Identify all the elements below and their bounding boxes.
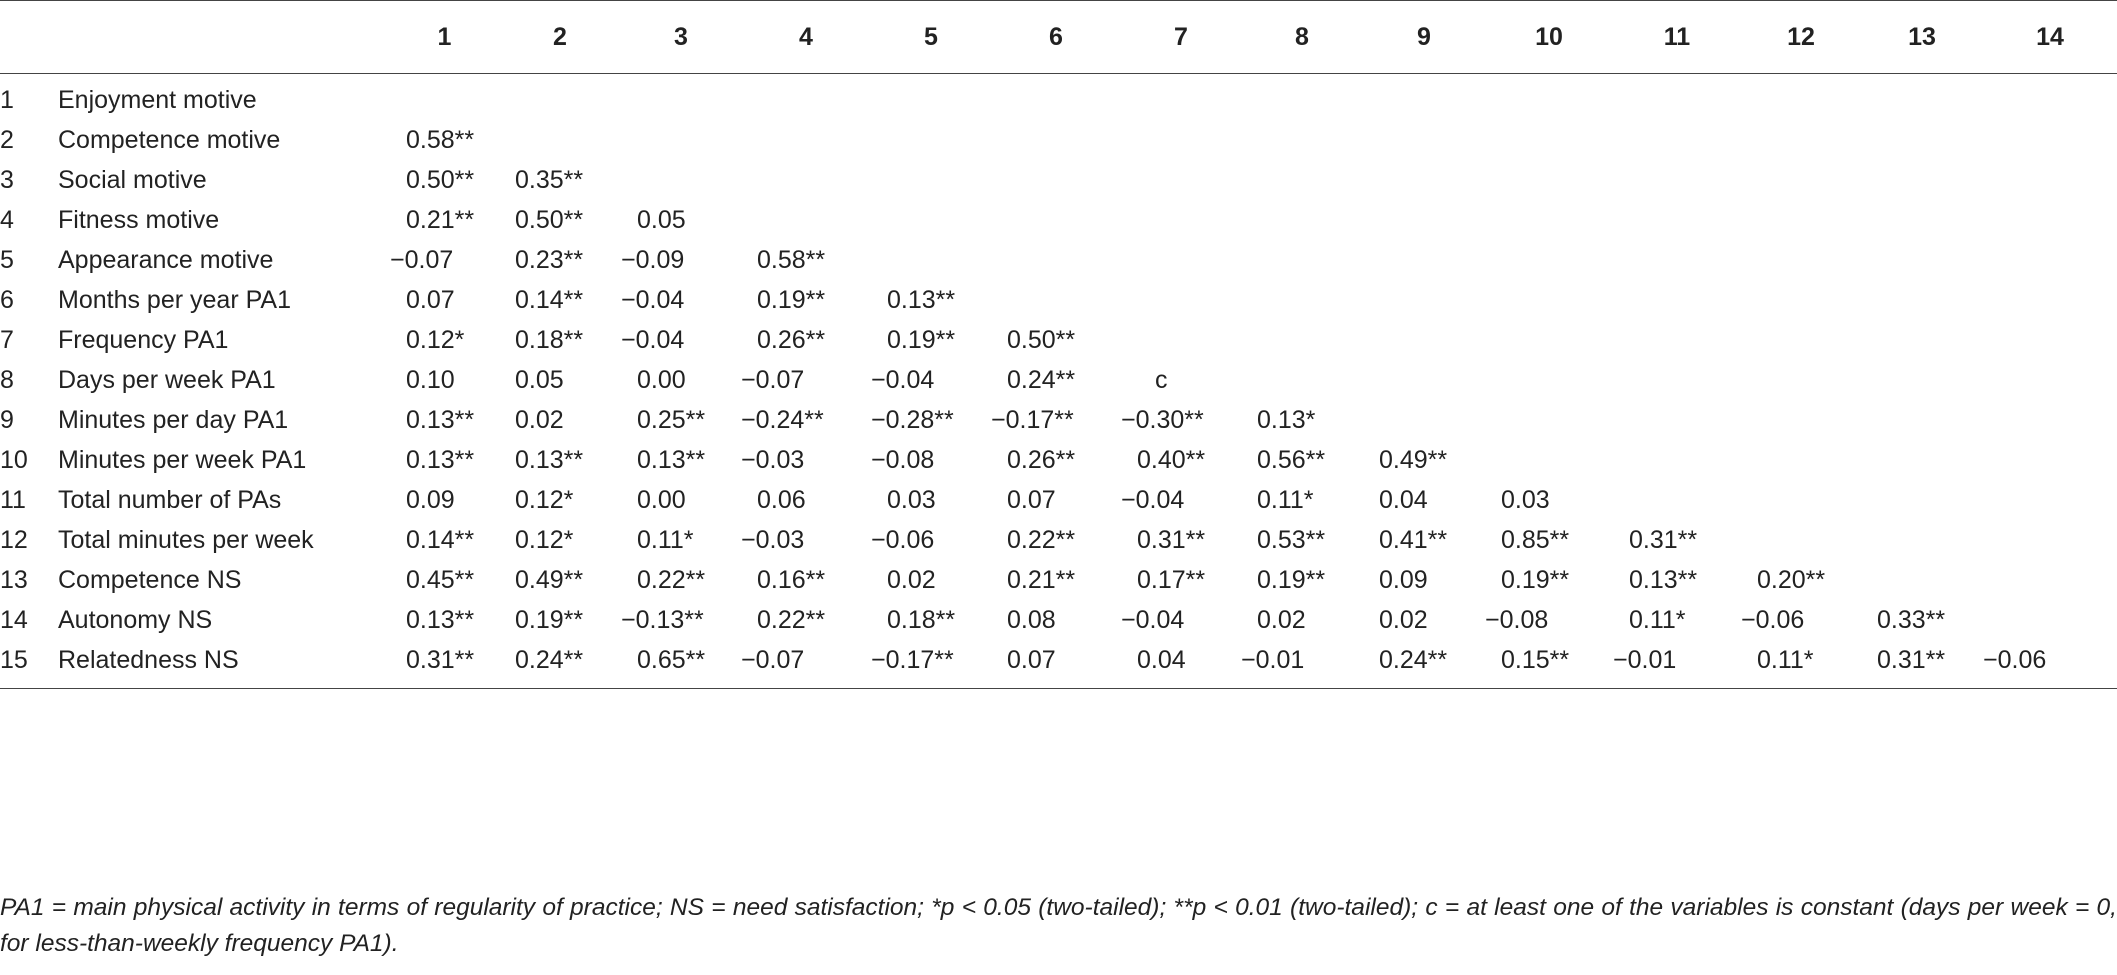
correlation-cell	[741, 200, 871, 240]
column-header: 6	[991, 1, 1121, 74]
column-header: 13	[1861, 1, 1983, 74]
column-header: 5	[871, 1, 991, 74]
correlation-cell	[1861, 74, 1983, 121]
correlation-cell: 0.13**	[887, 286, 956, 314]
correlation-cell: 0.50**	[515, 206, 584, 234]
row-number: 5	[0, 246, 14, 274]
correlation-cell	[991, 120, 1121, 160]
correlation-cell	[871, 200, 991, 240]
correlation-cell	[1983, 400, 2117, 440]
correlation-cell: −0.01	[1613, 640, 1741, 689]
correlation-cell: −0.04	[621, 286, 685, 314]
correlation-cell: 0.45**	[406, 566, 475, 594]
correlation-cell	[1241, 74, 1363, 121]
correlation-cell: 0.56**	[1257, 446, 1326, 474]
correlation-cell: 0.21**	[406, 206, 475, 234]
row-number: 1	[0, 86, 14, 114]
correlation-cell	[1983, 120, 2117, 160]
correlation-cell	[1613, 74, 1741, 121]
correlation-cell	[1485, 360, 1613, 400]
row-label: Enjoyment motive	[58, 86, 257, 114]
correlation-cell	[1485, 160, 1613, 200]
correlation-cell: 0.31**	[1629, 526, 1698, 554]
correlation-cell: 0.12*	[406, 326, 465, 354]
table-row	[0, 120, 2117, 160]
correlation-cell: 0.14**	[515, 286, 584, 314]
correlation-cell	[1121, 320, 1241, 360]
correlation-cell	[1613, 280, 1741, 320]
row-label: Total number of PAs	[58, 486, 282, 514]
correlation-cell	[991, 240, 1121, 280]
row-label: Relatedness NS	[58, 640, 390, 689]
correlation-cell	[1485, 200, 1613, 240]
correlation-cell: −0.08	[871, 446, 935, 474]
correlation-cell	[1363, 400, 1485, 440]
correlation-cell: −0.07	[741, 366, 805, 394]
correlation-cell: 0.58**	[757, 246, 826, 274]
correlation-cell: 0.22**	[1007, 526, 1076, 554]
correlation-cell: 0.07	[406, 286, 455, 314]
correlation-cell: 0.07	[1007, 486, 1056, 514]
correlation-cell: 0.41**	[1379, 526, 1448, 554]
correlation-cell	[1613, 160, 1741, 200]
column-header: 8	[1241, 1, 1363, 74]
correlation-cell	[1861, 200, 1983, 240]
correlation-cell: 0.49**	[1379, 446, 1448, 474]
column-header: 14	[1983, 1, 2117, 74]
correlation-cell	[1121, 200, 1241, 240]
correlation-cell: 0.06	[757, 486, 806, 514]
correlation-cell	[1363, 74, 1485, 121]
correlation-cell	[499, 120, 621, 160]
correlation-cell: −0.04	[621, 326, 685, 354]
correlation-cell	[1485, 440, 1613, 480]
correlation-cell	[1613, 240, 1741, 280]
correlation-cell	[1485, 320, 1613, 360]
correlation-cell	[1363, 360, 1485, 400]
correlation-cell	[1121, 280, 1241, 320]
correlation-cell: −0.28**	[871, 406, 954, 434]
correlation-cell	[871, 160, 991, 200]
correlation-cell	[1613, 440, 1741, 480]
correlation-cell	[1741, 360, 1861, 400]
correlation-cell	[1741, 400, 1861, 440]
row-label: Minutes per day PA1	[58, 406, 289, 434]
correlation-cell: −0.07	[741, 640, 871, 689]
correlation-cell: 0.22**	[637, 566, 706, 594]
correlation-cell: −0.06	[871, 526, 935, 554]
correlation-cell	[1983, 440, 2117, 480]
correlation-cell	[991, 200, 1121, 240]
correlation-cell: 0.05	[637, 206, 686, 234]
correlation-cell: 0.65**	[621, 640, 741, 689]
correlation-cell	[1741, 280, 1861, 320]
correlation-cell: 0.09	[406, 486, 455, 514]
correlation-cell: 0.50**	[406, 166, 475, 194]
table-row	[0, 480, 2117, 520]
table-row	[0, 640, 2117, 689]
correlation-cell: 0.09	[1379, 566, 1428, 594]
correlation-cell: 0.24**	[1363, 640, 1485, 689]
row-label: Minutes per week PA1	[58, 446, 307, 474]
correlation-cell: 0.33**	[1877, 606, 1946, 634]
correlation-cell: 0.11*	[1629, 606, 1686, 634]
row-label: Days per week PA1	[58, 366, 276, 394]
correlation-cell	[1741, 480, 1861, 520]
correlation-cell: 0.35**	[515, 166, 584, 194]
correlation-cell: 0.22**	[757, 606, 826, 634]
correlation-cell: 0.12*	[515, 526, 574, 554]
correlation-cell	[1241, 160, 1363, 200]
correlation-cell: 0.02	[887, 566, 936, 594]
correlation-cell	[1741, 200, 1861, 240]
row-label: Total minutes per week	[58, 526, 314, 554]
row-number: 12	[0, 526, 28, 554]
correlation-cell	[871, 74, 991, 121]
correlation-cell: −0.03	[741, 446, 805, 474]
correlation-cell	[991, 74, 1121, 121]
correlation-cell: 0.50**	[1007, 326, 1076, 354]
correlation-cell	[621, 160, 741, 200]
correlation-cell: 0.26**	[757, 326, 826, 354]
correlation-cell: 0.19**	[515, 606, 584, 634]
correlation-cell	[1363, 240, 1485, 280]
table-body	[0, 74, 2117, 689]
correlation-cell	[1983, 200, 2117, 240]
correlation-cell	[621, 120, 741, 160]
row-label: Autonomy NS	[58, 606, 213, 634]
correlation-cell	[1485, 120, 1613, 160]
correlation-cell: 0.08	[1007, 606, 1056, 634]
correlation-cell	[1983, 320, 2117, 360]
table-footnote: PA1 = main physical activity in terms of regularity of practice; NS = need satisfaction; *p < 0.05 (two-tailed); **p < 0.01 (two-tailed); c = at least one of the variables is constant (days per week = 0, for less-than-weekly frequency PA1).	[0, 894, 2117, 957]
column-header: 10	[1485, 1, 1613, 74]
correlation-cell: 0.18**	[515, 326, 584, 354]
row-number: 14	[0, 606, 28, 634]
correlation-cell	[1613, 400, 1741, 440]
column-header: 9	[1363, 1, 1485, 74]
correlation-cell: −0.06	[1983, 640, 2117, 689]
correlation-cell	[1363, 120, 1485, 160]
correlation-cell: −0.13**	[621, 606, 704, 634]
correlation-cell	[1241, 120, 1363, 160]
correlation-cell: 0.24**	[499, 640, 621, 689]
row-label: Competence motive	[58, 126, 281, 154]
correlation-cell	[1983, 280, 2117, 320]
correlation-cell	[1613, 320, 1741, 360]
correlation-cell	[1363, 280, 1485, 320]
correlation-cell: −0.01	[1241, 640, 1363, 689]
correlation-cell: 0.13**	[1629, 566, 1698, 594]
row-number: 3	[0, 166, 14, 194]
column-header: 3	[621, 1, 741, 74]
correlation-cell	[1861, 240, 1983, 280]
correlation-cell: 0.02	[1257, 606, 1306, 634]
column-header: 7	[1121, 1, 1241, 74]
correlation-cell: −0.09	[621, 246, 685, 274]
correlation-cell	[1613, 120, 1741, 160]
row-label: Competence NS	[58, 566, 242, 594]
correlation-cell: 0.20**	[1757, 566, 1826, 594]
correlation-cell	[1983, 520, 2117, 560]
correlation-cell: 0.07	[991, 640, 1121, 689]
correlation-cell: 0.31**	[390, 640, 499, 689]
correlation-cell: 0.13**	[406, 606, 475, 634]
correlation-cell: 0.25**	[637, 406, 706, 434]
correlation-cell	[1121, 240, 1241, 280]
row-number: 8	[0, 366, 14, 394]
row-number: 13	[0, 566, 28, 594]
correlation-cell	[1861, 280, 1983, 320]
row-number: 15	[0, 640, 58, 689]
correlation-cell: −0.04	[871, 366, 935, 394]
correlation-cell	[1861, 360, 1983, 400]
correlation-cell: 0.31**	[1861, 640, 1983, 689]
correlation-cell	[1983, 240, 2117, 280]
correlation-cell: 0.15**	[1485, 640, 1613, 689]
correlation-cell: 0.26**	[1007, 446, 1076, 474]
correlation-cell	[621, 74, 741, 121]
correlation-cell: 0.11*	[1741, 640, 1861, 689]
correlation-cell	[1983, 74, 2117, 121]
correlation-cell	[991, 160, 1121, 200]
table-row	[0, 560, 2117, 600]
column-header: 12	[1741, 1, 1861, 74]
correlation-cell	[1983, 560, 2117, 600]
correlation-cell	[1741, 74, 1861, 121]
correlation-cell: 0.02	[515, 406, 564, 434]
column-header: 11	[1613, 1, 1741, 74]
row-label: Appearance motive	[58, 246, 274, 274]
correlation-cell	[741, 74, 871, 121]
correlation-cell: −0.06	[1741, 606, 1805, 634]
correlation-cell: −0.08	[1485, 606, 1549, 634]
row-number: 6	[0, 286, 14, 314]
correlation-cell: −0.17**	[991, 406, 1074, 434]
correlation-cell: 0.11*	[1257, 486, 1314, 514]
correlation-cell	[1861, 520, 1983, 560]
correlation-cell: −0.03	[741, 526, 805, 554]
table-row	[0, 320, 2117, 360]
correlation-cell: 0.03	[1501, 486, 1550, 514]
correlation-cell	[1861, 400, 1983, 440]
correlation-cell	[1485, 240, 1613, 280]
row-number: 4	[0, 206, 14, 234]
correlation-cell	[1741, 320, 1861, 360]
row-label: Fitness motive	[58, 206, 220, 234]
correlation-cell: −0.17**	[871, 640, 991, 689]
correlation-cell: −0.30**	[1121, 406, 1204, 434]
correlation-cell	[1613, 480, 1741, 520]
correlation-cell: 0.13*	[1257, 406, 1316, 434]
correlation-cell	[1741, 520, 1861, 560]
correlation-cell	[1241, 240, 1363, 280]
column-header: 4	[741, 1, 871, 74]
correlation-cell: 0.11*	[637, 526, 694, 554]
correlation-cell: 0.53**	[1257, 526, 1326, 554]
correlation-cell	[1741, 240, 1861, 280]
correlation-cell: 0.00	[637, 486, 686, 514]
table-row	[0, 160, 2117, 200]
row-label: Social motive	[58, 166, 207, 194]
correlation-cell: 0.02	[1379, 606, 1428, 634]
correlation-cell	[1485, 74, 1613, 121]
correlation-cell: 0.23**	[515, 246, 584, 274]
correlation-cell: −0.24**	[741, 406, 824, 434]
table-row	[0, 520, 2117, 560]
correlation-cell: 0.05	[515, 366, 564, 394]
correlation-cell	[1121, 74, 1241, 121]
correlation-cell	[1983, 480, 2117, 520]
correlation-cell: 0.31**	[1137, 526, 1206, 554]
header-blank	[58, 1, 390, 74]
correlation-cell: 0.18**	[887, 606, 956, 634]
correlation-cell	[741, 160, 871, 200]
correlation-cell: 0.58**	[406, 126, 475, 154]
correlation-cell	[1241, 360, 1363, 400]
correlation-cell: 0.49**	[515, 566, 584, 594]
correlation-cell	[1861, 160, 1983, 200]
correlation-cell: 0.04	[1121, 640, 1241, 689]
correlation-cell: 0.16**	[757, 566, 826, 594]
table-header	[0, 1, 2117, 74]
correlation-cell: 0.13**	[515, 446, 584, 474]
correlation-cell: 0.19**	[887, 326, 956, 354]
column-header: 1	[390, 1, 499, 74]
table-row	[0, 600, 2117, 640]
correlation-cell	[871, 120, 991, 160]
row-number: 2	[0, 126, 14, 154]
correlation-cell: c	[1155, 366, 1168, 394]
correlation-cell	[1613, 360, 1741, 400]
correlation-cell	[1861, 120, 1983, 160]
correlation-cell	[1241, 200, 1363, 240]
row-number: 9	[0, 406, 14, 434]
correlation-cell: −0.04	[1121, 606, 1185, 634]
table-row	[0, 360, 2117, 400]
row-number: 10	[0, 446, 28, 474]
header-blank	[0, 1, 58, 74]
correlation-cell	[1241, 320, 1363, 360]
correlation-cell	[1363, 160, 1485, 200]
correlation-cell	[1983, 600, 2117, 640]
correlation-cell: 0.24**	[1007, 366, 1076, 394]
correlation-cell: 0.00	[637, 366, 686, 394]
correlation-cell	[1861, 480, 1983, 520]
table-row	[0, 200, 2117, 240]
row-label: Months per year PA1	[58, 286, 291, 314]
correlation-cell	[1741, 160, 1861, 200]
correlation-cell: 0.19**	[1501, 566, 1570, 594]
correlation-cell	[1983, 360, 2117, 400]
table-row	[0, 74, 2117, 121]
correlation-cell: 0.13**	[637, 446, 706, 474]
correlation-cell	[1121, 120, 1241, 160]
correlation-cell	[1983, 160, 2117, 200]
table-row	[0, 280, 2117, 320]
correlation-cell	[390, 74, 499, 121]
correlation-cell: 0.13**	[406, 446, 475, 474]
correlation-cell: 0.85**	[1501, 526, 1570, 554]
correlation-cell: 0.21**	[1007, 566, 1076, 594]
correlation-cell	[1741, 440, 1861, 480]
correlation-cell: −0.04	[1121, 486, 1185, 514]
row-label: Frequency PA1	[58, 326, 229, 354]
table-row	[0, 440, 2117, 480]
correlation-cell: −0.07	[390, 246, 454, 274]
correlation-cell	[1241, 280, 1363, 320]
correlation-cell: 0.14**	[406, 526, 475, 554]
column-header: 2	[499, 1, 621, 74]
correlation-cell	[741, 120, 871, 160]
correlation-cell: 0.40**	[1137, 446, 1206, 474]
correlation-cell	[1861, 320, 1983, 360]
correlation-cell: 0.03	[887, 486, 936, 514]
correlation-cell: 0.04	[1379, 486, 1428, 514]
correlation-cell: 0.13**	[406, 406, 475, 434]
correlation-cell	[991, 280, 1121, 320]
table-row	[0, 400, 2117, 440]
correlation-cell	[1485, 280, 1613, 320]
correlation-cell	[1613, 200, 1741, 240]
correlation-cell	[1363, 200, 1485, 240]
correlation-cell	[871, 240, 991, 280]
correlation-cell: 0.19**	[1257, 566, 1326, 594]
correlation-cell: 0.17**	[1137, 566, 1206, 594]
correlation-cell	[1485, 400, 1613, 440]
correlation-cell	[1861, 560, 1983, 600]
correlation-cell: 0.10	[406, 366, 455, 394]
correlation-cell	[1121, 160, 1241, 200]
correlation-cell	[1861, 440, 1983, 480]
correlation-cell: 0.12*	[515, 486, 574, 514]
correlation-cell	[499, 74, 621, 121]
row-number: 7	[0, 326, 14, 354]
table-row	[0, 240, 2117, 280]
correlation-cell	[1741, 120, 1861, 160]
correlation-cell	[1363, 320, 1485, 360]
correlation-cell: 0.19**	[757, 286, 826, 314]
row-number: 11	[0, 486, 26, 514]
